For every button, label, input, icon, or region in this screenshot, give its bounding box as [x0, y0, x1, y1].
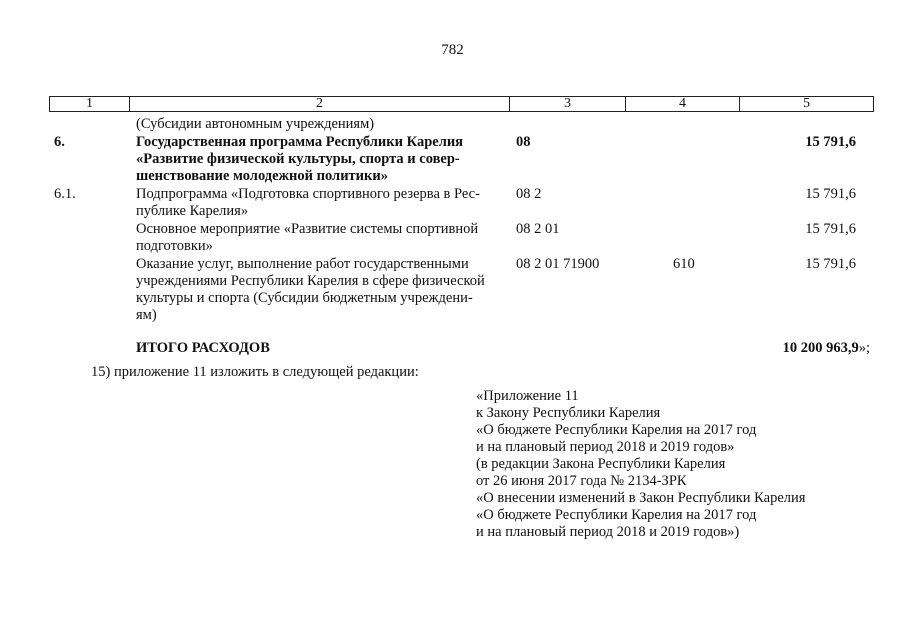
row-type: 610: [673, 256, 695, 272]
appendix-line: «О бюджете Республики Карелия на 2017 год: [476, 507, 757, 523]
row-name-line: Основное мероприятие «Развитие системы спортивной: [136, 221, 479, 237]
row-amount: 15 791,6: [805, 134, 856, 150]
row-amount: 15 791,6: [805, 186, 856, 202]
row-name-line: (Субсидии автономным учреждениям): [136, 116, 375, 132]
total-amount: 10 200 963,9»;: [782, 340, 870, 356]
table-header-col-4: 4: [625, 96, 740, 112]
appendix-line: «Приложение 11: [476, 388, 579, 404]
table-header-col-2: 2: [129, 96, 510, 112]
row-name-line: Государственная программа Республики Карелия: [136, 134, 464, 150]
row-number: 6.1.: [54, 186, 76, 202]
appendix-line: и на плановый период 2018 и 2019 годов»: [476, 439, 735, 455]
row-amount: 15 791,6: [805, 221, 856, 237]
row-name-line: публике Карелия»: [136, 203, 249, 219]
appendix-line: к Закону Республики Карелия: [476, 405, 661, 421]
total-label: ИТОГО РАСХОДОВ: [136, 340, 270, 356]
page-number: 782: [441, 42, 464, 58]
row-number: 6.: [54, 134, 65, 150]
row-name-line: шенствование молодежной политики»: [136, 168, 388, 184]
table-header-col-3: 3: [509, 96, 626, 112]
row-name-line: подготовки»: [136, 238, 213, 254]
row-code: 08 2 01 71900: [516, 256, 600, 272]
amendment-paragraph: 15) приложение 11 изложить в следующей редакции:: [91, 364, 419, 380]
appendix-line: от 26 июня 2017 года № 2134-ЗРК: [476, 473, 687, 489]
row-name-line: ям): [136, 307, 157, 323]
row-amount: 15 791,6: [805, 256, 856, 272]
appendix-line: и на плановый период 2018 и 2019 годов»): [476, 524, 740, 540]
row-name-line: учреждениями Республики Карелия в сфере физической: [136, 273, 485, 289]
row-code: 08 2: [516, 186, 542, 202]
row-code: 08 2 01: [516, 221, 560, 237]
table-header-col-1: 1: [49, 96, 130, 112]
row-name-line: Подпрограмма «Подготовка спортивного резерва в Рес-: [136, 186, 480, 202]
row-name-line: «Развитие физической культуры, спорта и совер-: [136, 151, 460, 167]
row-name-line: Оказание услуг, выполнение работ государственными: [136, 256, 469, 272]
appendix-line: «О бюджете Республики Карелия на 2017 год: [476, 422, 757, 438]
appendix-line: (в редакции Закона Республики Карелия: [476, 456, 726, 472]
row-code: 08: [516, 134, 531, 150]
table-header-col-5: 5: [739, 96, 874, 112]
appendix-line: «О внесении изменений в Закон Республики Карелия: [476, 490, 806, 506]
row-name-line: культуры и спорта (Субсидии бюджетным учреждени-: [136, 290, 473, 306]
